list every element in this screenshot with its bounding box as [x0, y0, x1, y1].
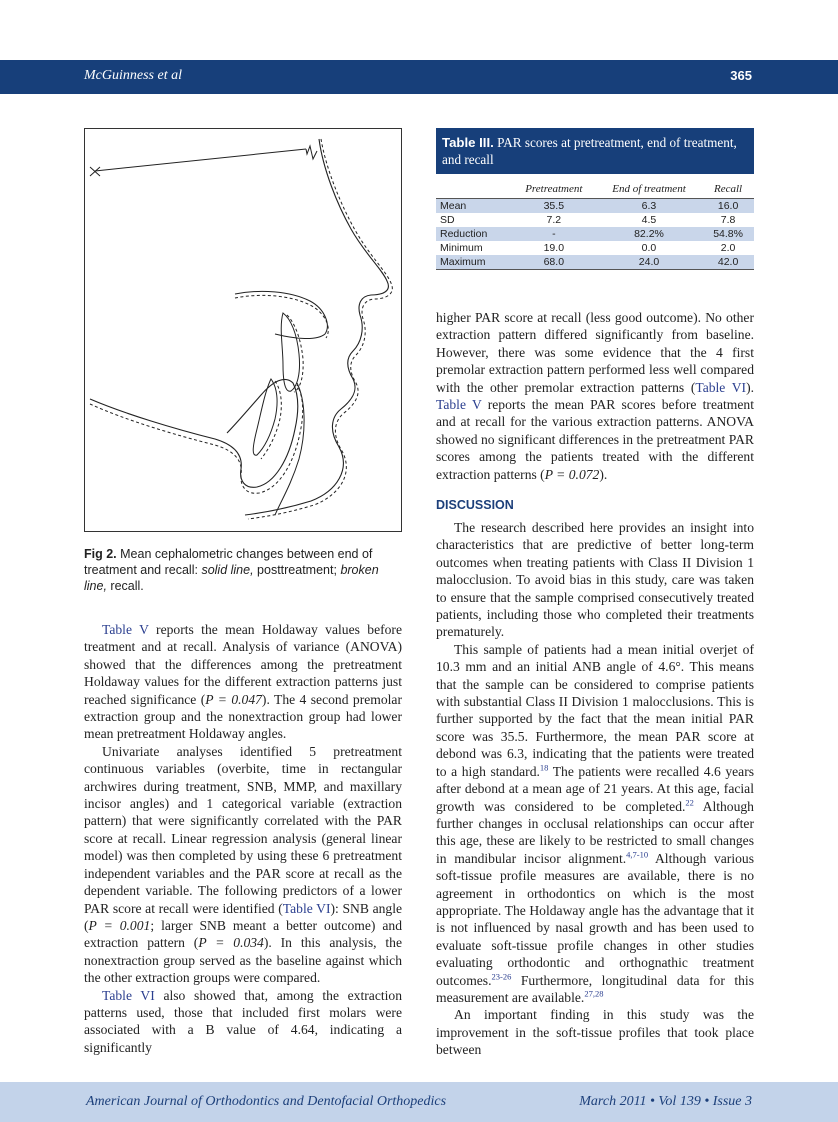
running-header	[0, 60, 838, 94]
table-reference-link[interactable]: Table VI	[102, 987, 155, 1003]
table-header-cell: Recall	[702, 174, 754, 199]
figure-label: Fig 2.	[84, 547, 117, 561]
table-row	[436, 241, 754, 255]
table-title-text: PAR scores at pretreatment, end of treatment, and recall	[442, 135, 737, 167]
right-column-text-bottom	[436, 519, 754, 1059]
table-header-row	[436, 174, 754, 199]
table-header-cell: Pretreatment	[512, 174, 596, 199]
page-number: 365	[730, 68, 752, 83]
table-label: Table III.	[442, 135, 494, 150]
paragraph: The research described here provides an insight into characteristics that are predictive of better long-term outcomes when treating patients with Class II Division 1 malocclusion. To avoid bias in this study, care was taken to ensure that the sample comprised consecutively treated patients, including those who completed their treatments prematurely.	[436, 520, 754, 640]
figure-broken-text: recall.	[110, 579, 144, 593]
table-cell: 54.8%	[702, 227, 754, 241]
table-cell: 82.2%	[596, 227, 702, 241]
cephalometric-drawing	[85, 129, 401, 531]
table-row	[436, 255, 754, 270]
figure-solid-text: posttreatment;	[257, 563, 337, 577]
row-label: Reduction	[436, 227, 512, 241]
table-cell: 6.3	[596, 199, 702, 214]
table-cell: 24.0	[596, 255, 702, 270]
reference-line	[95, 149, 306, 171]
profile-solid-line	[245, 139, 388, 515]
running-footer	[0, 1082, 838, 1122]
table-cell: 35.5	[512, 199, 596, 214]
table-title	[436, 128, 754, 174]
header-authors: McGuinness et al	[84, 68, 182, 83]
table-cell: -	[512, 227, 596, 241]
figure-caption	[84, 546, 404, 594]
left-column-text	[84, 621, 402, 1056]
figure-solid-label: solid line,	[201, 563, 254, 577]
footer-journal-title: American Journal of Orthodontics and Dentofacial Orthopedics	[86, 1094, 447, 1109]
table-cell: 7.8	[720, 214, 736, 226]
paragraph: higher PAR score at recall (less good outcome). No other extraction pattern differed significantly from baseline. However, there was some evidence that the 4 first premolar extraction pattern performed less well compared with the other premolar extraction patterns (Table VI). Table V reports the mean PAR scores before treatment and at recall for the various extraction patterns. ANOVA showed no significant differences in the pretreatment PAR scores among the patients treated with the different extraction patterns (P = 0.072).	[436, 310, 754, 482]
paragraph: Univariate analyses identified 5 pretreatment continuous variables (overbite, time in rectangular archwires during treatment, SNB, MMP, and maxillary incisor angles) and 1 categorical variable (extraction pattern) that were significantly correlated with the PAR score at recall. Linear regression analysis (general linear model) was then completed by using these 6 pretreatment independent variables and the PAR score at recall as the dependent variable. The following predictors of a lower PAR score at recall were identified (Table VI): SNB angle (P = 0.001; larger SNB meant a better outcome) and extraction pattern (P = 0.034). In this analysis, the nonextraction group served as the baseline against which the other extraction groups were compared.	[84, 743, 403, 986]
par-table	[436, 174, 754, 270]
table-cell: 16.0	[702, 199, 754, 214]
table-cell: 19.0	[543, 242, 565, 254]
table-par-scores	[436, 128, 754, 270]
profile-broken-line	[248, 139, 392, 519]
table-reference-link[interactable]: Table VI	[282, 900, 331, 916]
mandible-solid	[90, 379, 298, 487]
row-label: Maximum	[436, 255, 512, 270]
paragraph: Table VI also showed that, among the extraction patterns used, those that included first molars were associated with a B value of 4.64, indicating a significantly	[84, 987, 402, 1055]
paragraph: This sample of patients had a mean initial overjet of 10.3 mm and an initial ANB angle of 4.6°. This means that the sample can be considered to comprise patients with substantial Class II Division 1 malocclusions. This is further supported by the fact that the mean initial PAR score was 35.5. Furthermore, the mean PAR score at debond was 6.3, indicating that the patients were treated to a high standard.$^{18}$ The patients were recalled 4.6 years after debond at a mean age of 21 years. At this age, facial growth was considered to be completed.$^{22}$ Although further changes in occlusal relationships can occur after this age, these are likely to be restricted to small changes in mandibular incisor alignment.$^{4,7-10}$ Although various soft-tissue profile measures are available, there is no agreement in orthodontics on which is the most appropriate. The Holdaway angle has the advantage that it is not influenced by nasal growth and has been used to evaluate soft-tissue profile changes in other studies evaluating orthodontic and orthognathic treatment outcomes.$^{23-26}$ Furthermore, longitudinal data for this measurement are available.$^{27,28}$	[436, 641, 755, 1005]
table-cell: 4.5	[641, 214, 657, 226]
figure-broken-label: broken line,	[84, 563, 379, 593]
figure-caption-text: Mean cephalometric changes between end of treatment and recall:	[84, 547, 373, 577]
table-cell: 7.2	[546, 214, 562, 226]
table-cell: 0.0	[641, 242, 657, 254]
mandible-broken	[90, 385, 303, 493]
table-cell: 68.0	[512, 255, 596, 270]
table-reference-link[interactable]: Table V	[436, 397, 482, 413]
table-header-cell	[436, 174, 512, 199]
table-row	[436, 199, 754, 214]
table-reference-link[interactable]: Table VI	[695, 379, 747, 395]
table-reference-link[interactable]: Table V	[102, 622, 149, 637]
cross-marker	[90, 167, 100, 176]
citation-link[interactable]: 22	[685, 796, 694, 807]
footer-issue-info: March 2011 • Vol 139 • Issue 3	[579, 1094, 752, 1109]
paragraph: Table V reports the mean Holdaway values before treatment and at recall. Analysis of variance (ANOVA) showed that the differences among the pretreatment Holdaway values for the different extraction patterns just reached significance (P = 0.047). The 4 second premolar extraction group and the nonextraction group had lower mean pretreatment Holdaway angles.	[84, 622, 402, 742]
section-heading-discussion: DISCUSSION	[436, 498, 514, 512]
reference-line-end	[306, 146, 317, 159]
row-label: SD	[440, 214, 455, 226]
table-cell: 2.0	[720, 242, 736, 254]
lower-incisor-broken	[261, 381, 281, 459]
citation-link[interactable]: 27,28	[584, 988, 604, 999]
citation-link[interactable]: 18	[539, 762, 549, 773]
row-label: Mean	[436, 199, 512, 214]
figure-cephalometric-tracing	[84, 128, 402, 532]
citation-link[interactable]: 4,7-10	[626, 849, 649, 860]
row-label: Minimum	[440, 242, 483, 254]
table-cell: 42.0	[702, 255, 754, 270]
right-column-text-top	[436, 309, 754, 483]
paragraph: An important finding in this study was the improvement in the soft-tissue profiles that took place between	[436, 1007, 754, 1058]
table-header-cell: End of treatment	[596, 174, 702, 199]
table-row	[436, 227, 754, 241]
table-row	[436, 213, 754, 227]
citation-link[interactable]: 23-26	[491, 971, 512, 982]
